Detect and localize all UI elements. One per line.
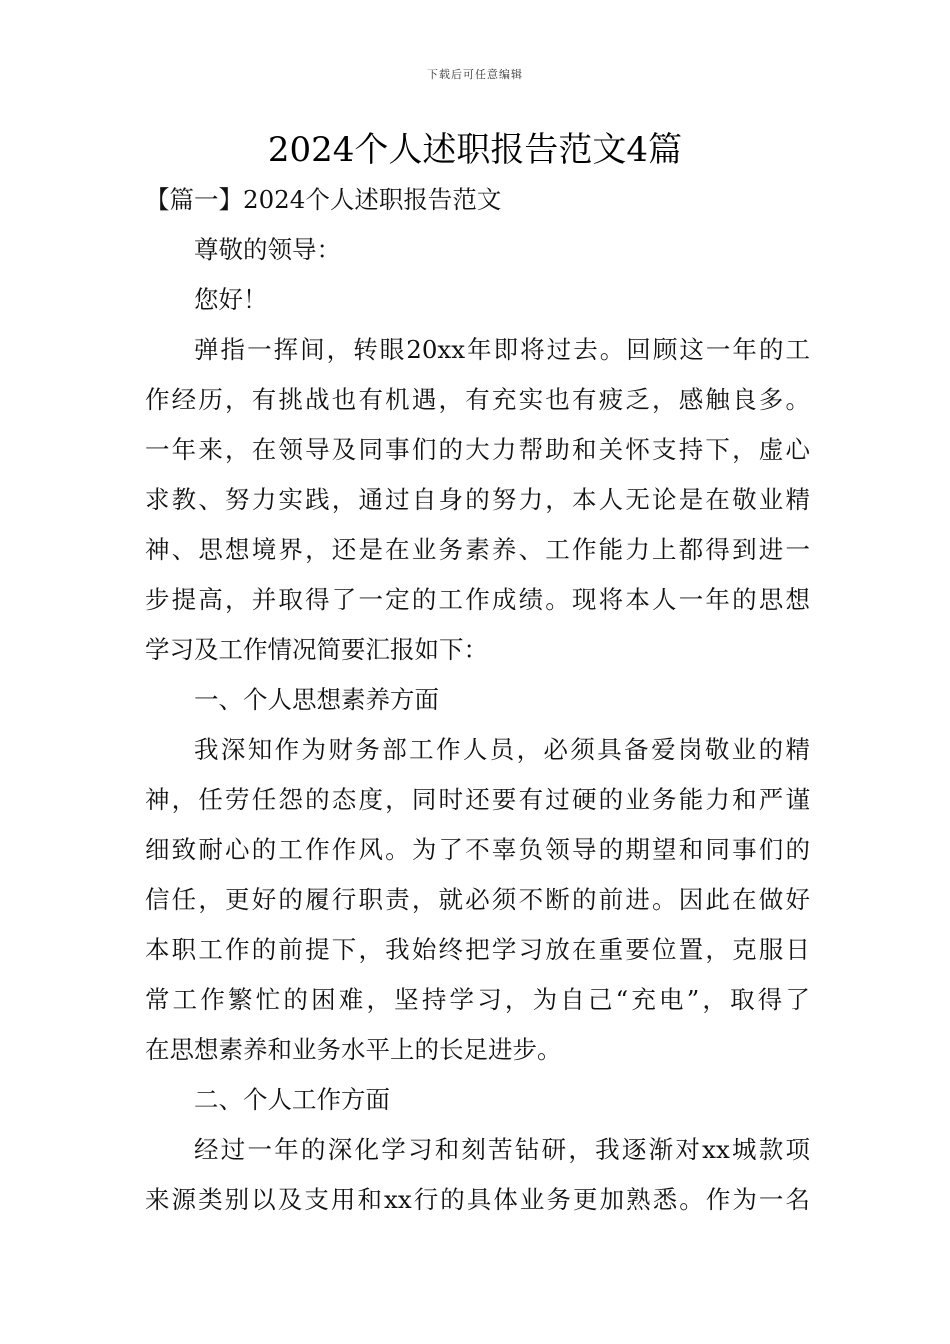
paragraph-line: 作经历，有挑战也有机遇，有充实也有疲乏，感触良多。 <box>145 385 810 414</box>
paragraph-line: 在思想素养和业务水平上的长足进步。 <box>145 1035 562 1064</box>
paragraph-line: 弹指一挥间，转眼20xx年即将过去。回顾这一年的工 <box>194 335 810 364</box>
paragraph-line: 神，任劳任怨的态度，同时还要有过硬的业务能力和严谨 <box>145 785 810 814</box>
paragraph-line: 步提高，并取得了一定的工作成绩。现将本人一年的思想 <box>145 585 810 614</box>
document-body <box>145 175 810 1225</box>
paragraph-line: 细致耐心的工作作风。为了不辜负领导的期望和同事们的 <box>145 835 810 864</box>
paragraph-line: 我深知作为财务部工作人员，必须具备爱岗敬业的精 <box>194 735 810 764</box>
paragraph-line: 来源类别以及支用和xx行的具体业务更加熟悉。作为一名 <box>145 1185 810 1214</box>
header-note: 下载后可任意编辑 <box>427 68 523 81</box>
paragraph-line: 神、思想境界，还是在业务素养、工作能力上都得到进一 <box>145 535 810 564</box>
paragraph-line: 经过一年的深化学习和刻苦钻研，我逐渐对xx城款项 <box>194 1135 810 1164</box>
paragraph-line: 常工作繁忙的困难，坚持学习，为自己“充电”，取得了 <box>145 985 810 1014</box>
paragraph-line: 本职工作的前提下，我始终把学习放在重要位置，克服日 <box>145 935 810 964</box>
section-heading: 一、个人思想素养方面 <box>194 685 439 714</box>
document-title: 2024个人述职报告范文4篇 <box>267 130 683 170</box>
paragraph-line: 信任，更好的履行职责，就必须不断的前进。因此在做好 <box>145 885 810 914</box>
section-heading-part-one: 【篇一】2024个人述职报告范文 <box>145 185 502 214</box>
paragraph-line: 学习及工作情况简要汇报如下： <box>145 635 488 664</box>
greeting: 您好！ <box>194 285 268 314</box>
salutation: 尊敬的领导： <box>194 235 341 264</box>
paragraph-line: 一年来，在领导及同事们的大力帮助和关怀支持下，虚心 <box>145 435 810 464</box>
paragraph-line: 求教、努力实践，通过自身的努力，本人无论是在敬业精 <box>145 485 810 514</box>
section-heading: 二、个人工作方面 <box>194 1085 390 1114</box>
